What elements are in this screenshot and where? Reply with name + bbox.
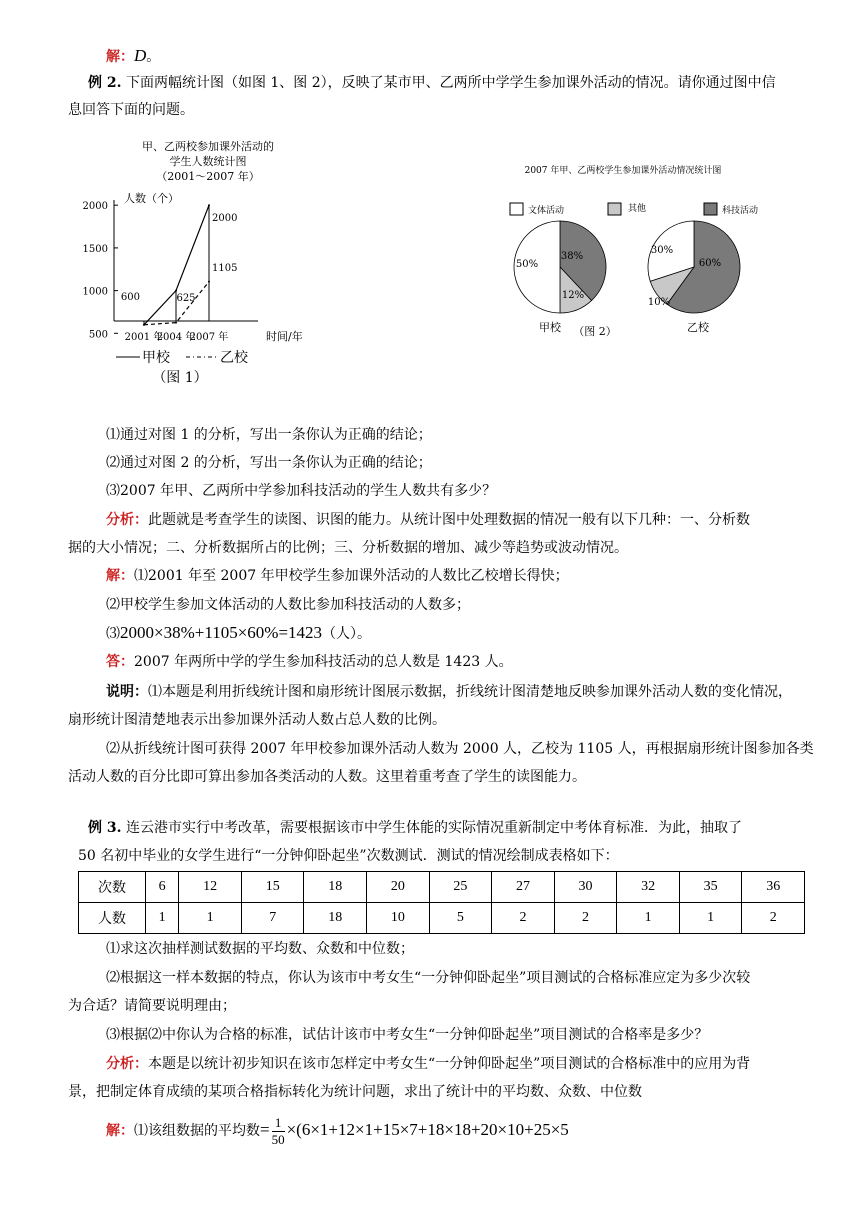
pie-a-label: 甲校 <box>539 321 561 334</box>
solution-step-3 <box>106 623 371 644</box>
table-cell: 7 <box>241 903 304 934</box>
legend-swatch-wenti <box>510 203 523 215</box>
analysis-line-1 <box>106 510 750 530</box>
table-cell: 1 <box>617 903 680 934</box>
table-cell: 1 <box>146 903 179 934</box>
ex3-question-1: ⑴求这次抽样测试数据的平均数、众数和中位数； <box>106 941 414 957</box>
pie-pct-label: 50% <box>515 259 539 270</box>
ex3-question-2-line-2: 为合适？请简要说明理由； <box>68 998 236 1014</box>
example-2-line-2 <box>68 100 194 120</box>
table-row-counts <box>79 872 805 903</box>
answer-text: 2007 年两所中学的学生参加科技活动的总人数是 1423 人。 <box>134 654 513 670</box>
pie-a-jia <box>514 221 606 313</box>
solution-step-3-prefix: ⑶ <box>106 626 120 642</box>
data-label-2000: 2000 <box>212 213 238 224</box>
fig1-x-ticks <box>125 330 229 343</box>
fraction-numerator: 1 <box>272 1115 285 1132</box>
table-cell: 6 <box>146 872 179 903</box>
fig1-title-line-3: （2001～2007 年） <box>156 170 260 183</box>
analysis-label: 分析： <box>106 512 148 528</box>
table-cell: 25 <box>429 872 492 903</box>
data-point <box>175 322 177 324</box>
solution-2-label: 解： <box>106 568 134 584</box>
fig2-caption: （图 2） <box>573 325 617 338</box>
note-label: 说明： <box>106 684 148 700</box>
example-3-line-1 <box>88 818 742 838</box>
ex3-analysis-line-2: 景，把制定体育成绩的某项合格指标转化为统计问题，求出了统计中的平均数、众数、中位数 <box>68 1084 642 1100</box>
fig1-y-ticks <box>83 201 118 340</box>
solution-step-1 <box>106 566 569 586</box>
mean-expression: ×(6×1+12×1+15×7+18×18+20×10+25×5 <box>286 1120 569 1139</box>
legend-label-wenti: 文体活动 <box>528 206 565 216</box>
ex3-question-2-line-1: ⑵根据这一样本数据的特点，你认为该市中考女生“一分钟仰卧起坐”项目测试的合格标准应定为多少次较 <box>106 970 751 986</box>
table-cell: 32 <box>617 872 680 903</box>
y-tick-label: 1500 <box>82 243 108 255</box>
solution-line-1 <box>106 46 160 67</box>
data-label-625: 625 <box>176 293 196 304</box>
fig1-plot-area <box>121 204 238 326</box>
figure-1-line-chart <box>80 138 330 390</box>
legend-swatch-keji <box>704 203 717 215</box>
pie-pct-label: 38% <box>560 251 584 262</box>
fig2-title: 2007 年甲、乙两校学生参加课外活动情况统计图 <box>524 166 722 176</box>
table-cell: 18 <box>304 872 367 903</box>
table-cell: 36 <box>742 872 805 903</box>
x-tick-label: 2004 年 <box>156 332 196 343</box>
example-2-label: 例 2. <box>88 75 122 91</box>
question-1: ⑴通过对图 1 的分析，写出一条你认为正确的结论； <box>106 427 432 443</box>
table-header-people: 人数 <box>79 903 146 934</box>
legend-label-keji: 科技活动 <box>722 206 759 216</box>
data-label-600: 600 <box>120 292 140 303</box>
solution-label: 解： <box>106 49 134 65</box>
example-2-text-1: 下面两幅统计图（如图 1、图 2），反映了某市甲、乙两所中学学生参加课外活动的情况。请你通过图中信 <box>125 75 776 91</box>
note-line-4: 活动人数的百分比即可算出参加各类活动的人数。这里着重考查了学生的读图能力。 <box>68 769 586 785</box>
example-3-line-2: 50 名初中毕业的女学生进行“一分钟仰卧起坐”次数测试．测试的情况绘制成表格如下： <box>78 848 619 864</box>
pie-pct-label: 30% <box>650 245 674 256</box>
ex3-analysis-line-1 <box>106 1054 750 1074</box>
example-2-line-1 <box>88 73 776 93</box>
fraction-denominator: 50 <box>271 1131 285 1147</box>
answer-label: 答： <box>106 654 134 670</box>
analysis-line-2: 据的大小情况；二、分析数据所占的比例；三、分析数据的增加、减少等趋势或波动情况。 <box>68 540 628 556</box>
situp-data-table <box>78 871 805 934</box>
fig1-x-axis-label: 时间/年 <box>266 330 303 343</box>
answer-line <box>106 652 513 672</box>
solution-step-3-math: 2000×38%+1105×60%=1423 <box>120 623 323 642</box>
note-text-1a: ⑴本题是利用折线统计图和扇形统计图展示数据，折线统计图清楚地反映参加课外活动人数的变化情况， <box>148 684 792 700</box>
table-cell: 15 <box>241 872 304 903</box>
fig1-y-axis-label: 人数（个） <box>124 192 179 205</box>
ex3-analysis-label: 分析： <box>106 1056 148 1072</box>
legend-b-label: 乙校 <box>220 350 248 366</box>
ex3-question-3: ⑶根据⑵中你认为合格的标准，试估计该市中考女生“一分钟仰卧起坐”项目测试的合格率是多少？ <box>106 1027 709 1043</box>
table-header-counts: 次数 <box>79 872 146 903</box>
pie-b-yi <box>648 221 740 313</box>
table-cell: 18 <box>304 903 367 934</box>
equals-sign: = <box>260 1120 270 1139</box>
table-row-people <box>79 903 805 934</box>
fraction-one-fiftieth <box>272 1115 285 1148</box>
table-cell: 35 <box>679 872 742 903</box>
solution-step-1-text: ⑴2001 年至 2007 年甲校学生参加课外活动的人数比乙校增长得快； <box>134 568 569 584</box>
example-2-text-2: 息回答下面的问题。 <box>68 102 194 118</box>
question-3: ⑶2007 年甲、乙两所中学参加科技活动的学生人数共有多少？ <box>106 483 497 499</box>
example-3-text-1: 连云港市实行中考改革，需要根据该市中学生体能的实际情况重新制定中考体育标准．为此，抽取了 <box>125 820 742 836</box>
table-cell: 12 <box>179 872 242 903</box>
ex3-solution-label: 解： <box>106 1123 134 1139</box>
table-cell: 1 <box>679 903 742 934</box>
table-cell: 5 <box>429 903 492 934</box>
ex3-solution-line <box>106 1110 569 1151</box>
x-tick-label: 2007 年 <box>189 332 229 343</box>
table-cell: 2 <box>492 903 555 934</box>
table-cell: 30 <box>554 872 617 903</box>
table-cell: 2 <box>742 903 805 934</box>
table-cell: 27 <box>492 872 555 903</box>
fig1-title-line-2: 学生人数统计图 <box>169 155 247 168</box>
pie-pct-label: 10% <box>647 297 671 308</box>
solution-step-3-suffix: （人）。 <box>322 626 372 642</box>
note-line-1 <box>106 682 792 702</box>
table-cell: 10 <box>367 903 430 934</box>
pie-pct-label: 60% <box>698 258 722 269</box>
table-cell: 20 <box>367 872 430 903</box>
analysis-text-1: 此题就是考查学生的读图、识图的能力。从统计图中处理数据的情况一般有以下几种：一、分析数 <box>148 512 750 528</box>
figure-2-pie-charts <box>498 155 788 345</box>
data-label-1105: 1105 <box>212 263 238 274</box>
pie-b-label: 乙校 <box>687 321 709 334</box>
y-tick-label: 500 <box>88 329 108 341</box>
ex3-solution-prefix: ⑴该组数据的平均数 <box>134 1123 260 1139</box>
period: 。 <box>146 49 161 65</box>
y-tick-label: 2000 <box>82 201 108 213</box>
pie-pct-label: 12% <box>561 290 585 301</box>
solution-step-2: ⑵甲校学生参加文体活动的人数比参加科技活动的人数多； <box>106 597 470 613</box>
note-line-2: 扇形统计图清楚地表示出参加课外活动人数占总人数的比例。 <box>68 712 446 728</box>
y-tick-label: 1000 <box>82 286 108 298</box>
legend-swatch-other <box>608 203 621 215</box>
x-tick-label: 2001 年 <box>124 332 164 343</box>
example-3-label: 例 3. <box>88 820 122 836</box>
legend-a-label: 甲校 <box>142 350 170 366</box>
table-cell: 2 <box>554 903 617 934</box>
ex3-analysis-text-1: 本题是以统计初步知识在该市怎样定中考女生“一分钟仰卧起坐”项目测试的合格标准中的应用为背 <box>148 1056 751 1072</box>
fig1-title-line-1: 甲、乙两校参加课外活动的 <box>142 140 274 153</box>
note-line-3: ⑵从折线统计图可获得 2007 年甲校参加课外活动人数为 2000 人，乙校为 1105 人，再根据扇形统计图参加各类 <box>106 741 814 757</box>
answer-letter: D <box>134 46 147 65</box>
table-cell: 1 <box>179 903 242 934</box>
question-2: ⑵通过对图 2 的分析，写出一条你认为正确的结论； <box>106 455 432 471</box>
legend-label-other: 其他 <box>628 204 647 214</box>
fig1-caption: （图 1） <box>152 370 208 386</box>
